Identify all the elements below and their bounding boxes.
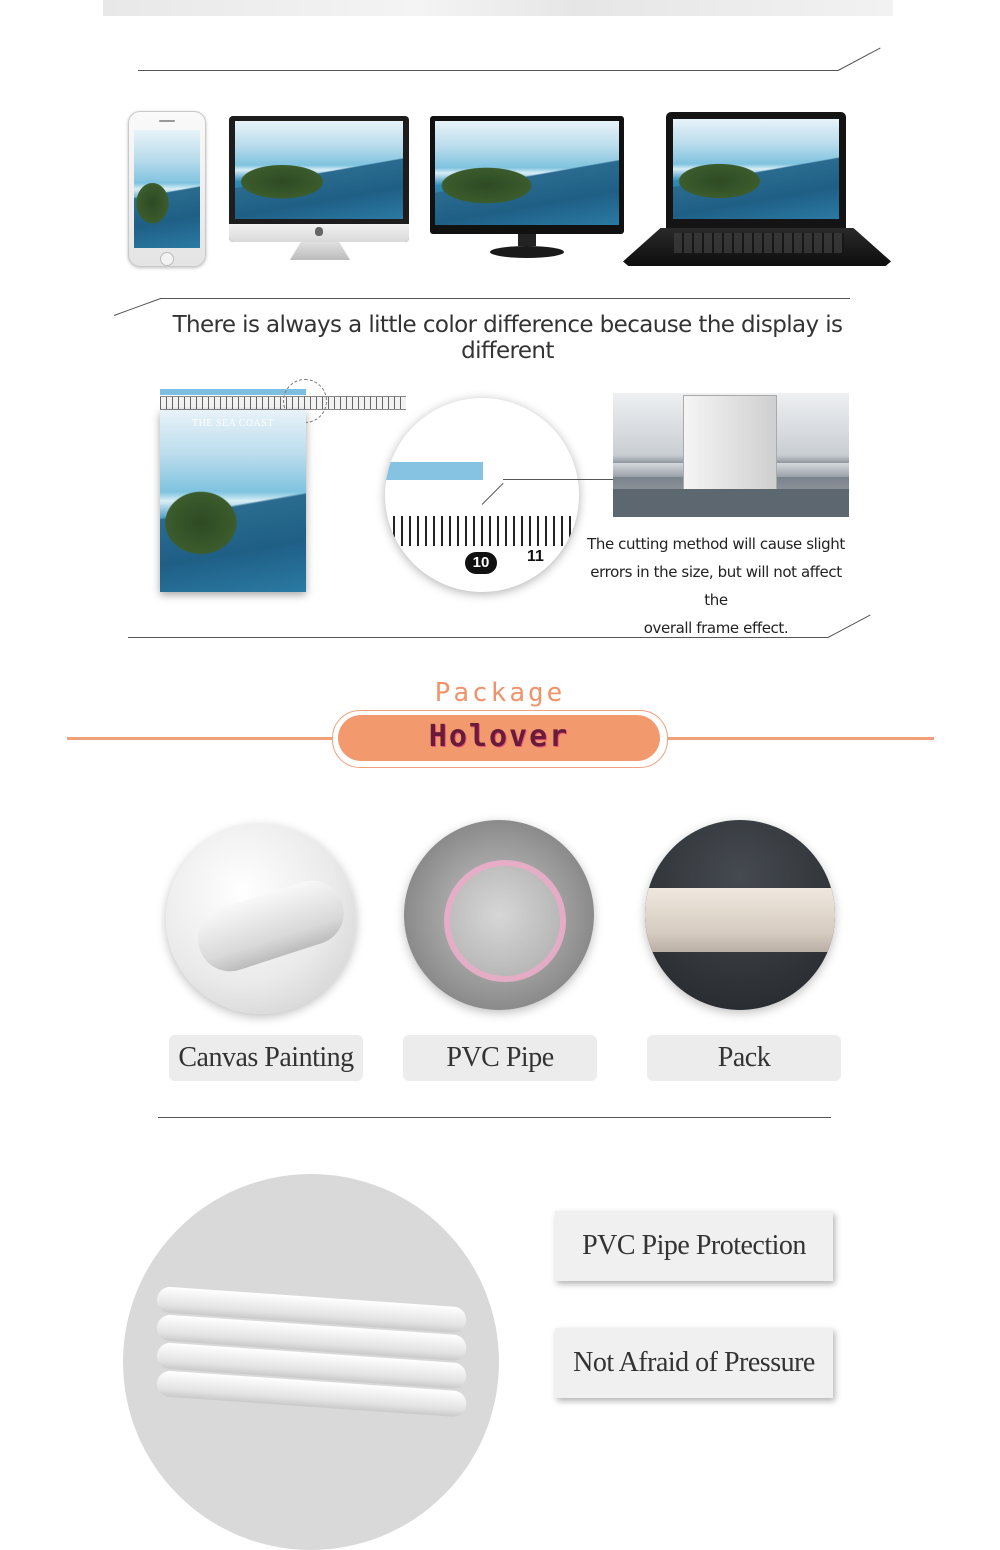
- top-banner-strip: [103, 0, 893, 16]
- pack-roll: [645, 888, 835, 952]
- imac-screen-image: [235, 121, 403, 219]
- laptop-icon: [666, 112, 846, 228]
- feature-not-afraid-of-pressure: Not Afraid of Pressure: [555, 1328, 833, 1398]
- canvas-roll: [190, 872, 352, 979]
- color-difference-headline: There is always a little color difference because the display is different: [172, 312, 843, 364]
- cutting-machine-icon: [613, 393, 849, 517]
- cutting-note-line-2: errors in the size, but will not affect the: [590, 563, 842, 609]
- package-line-right: [664, 737, 934, 740]
- monitor-base: [490, 246, 564, 258]
- poster-image: [160, 410, 306, 592]
- divider-top-slash: [838, 48, 881, 71]
- imac-icon: [229, 116, 409, 242]
- divider-cutting: [128, 637, 828, 638]
- pvc-pipe-shape: [444, 860, 566, 982]
- laptop-screen-image: [673, 119, 839, 219]
- monitor-neck: [518, 234, 536, 246]
- zoom-blue-edge: [385, 462, 483, 480]
- zoom-pointer-line: [503, 479, 613, 480]
- ruler-number-10: 10: [465, 552, 497, 574]
- package-title: Package: [434, 678, 566, 708]
- divider-bottom: [158, 1117, 831, 1118]
- apple-logo-icon: [315, 227, 323, 236]
- canvas-painting-label: Canvas Painting: [169, 1035, 363, 1081]
- laptop-keyboard: [674, 233, 844, 253]
- canvas-painting-image: [166, 824, 356, 1014]
- machine-bed: [613, 489, 849, 517]
- phone-home-button: [160, 252, 174, 266]
- pvc-pipe-label: PVC Pipe: [403, 1035, 597, 1081]
- cutting-note-line-3: overall frame effect.: [643, 619, 789, 637]
- brand-name: Holover: [428, 719, 570, 754]
- monitor-screen-image: [435, 121, 619, 225]
- pack-label: Pack: [647, 1035, 841, 1081]
- monitor-icon: [430, 116, 624, 234]
- pvc-tubes-image: [123, 1174, 499, 1550]
- cutting-note-line-1: The cutting method will cause slight: [587, 535, 845, 553]
- machine-head: [683, 395, 777, 495]
- poster-title: THE SEA COAST: [191, 418, 275, 429]
- imac-stand: [290, 242, 350, 260]
- divider-top: [138, 70, 838, 71]
- phone-speaker: [159, 120, 175, 122]
- ruler-zoom-circle: [385, 398, 579, 592]
- cutting-note: [580, 530, 852, 642]
- pvc-pipe-image: [404, 820, 594, 1010]
- divider-middle: [160, 298, 850, 299]
- smartphone-icon: [128, 111, 206, 267]
- zoom-ruler-ticks: [385, 516, 579, 546]
- ruler-number-11: 11: [527, 548, 544, 565]
- pack-image: [645, 820, 835, 1010]
- feature-pvc-pipe-protection: PVC Pipe Protection: [555, 1211, 833, 1281]
- package-line-left: [67, 737, 335, 740]
- phone-screen-image: [134, 130, 200, 248]
